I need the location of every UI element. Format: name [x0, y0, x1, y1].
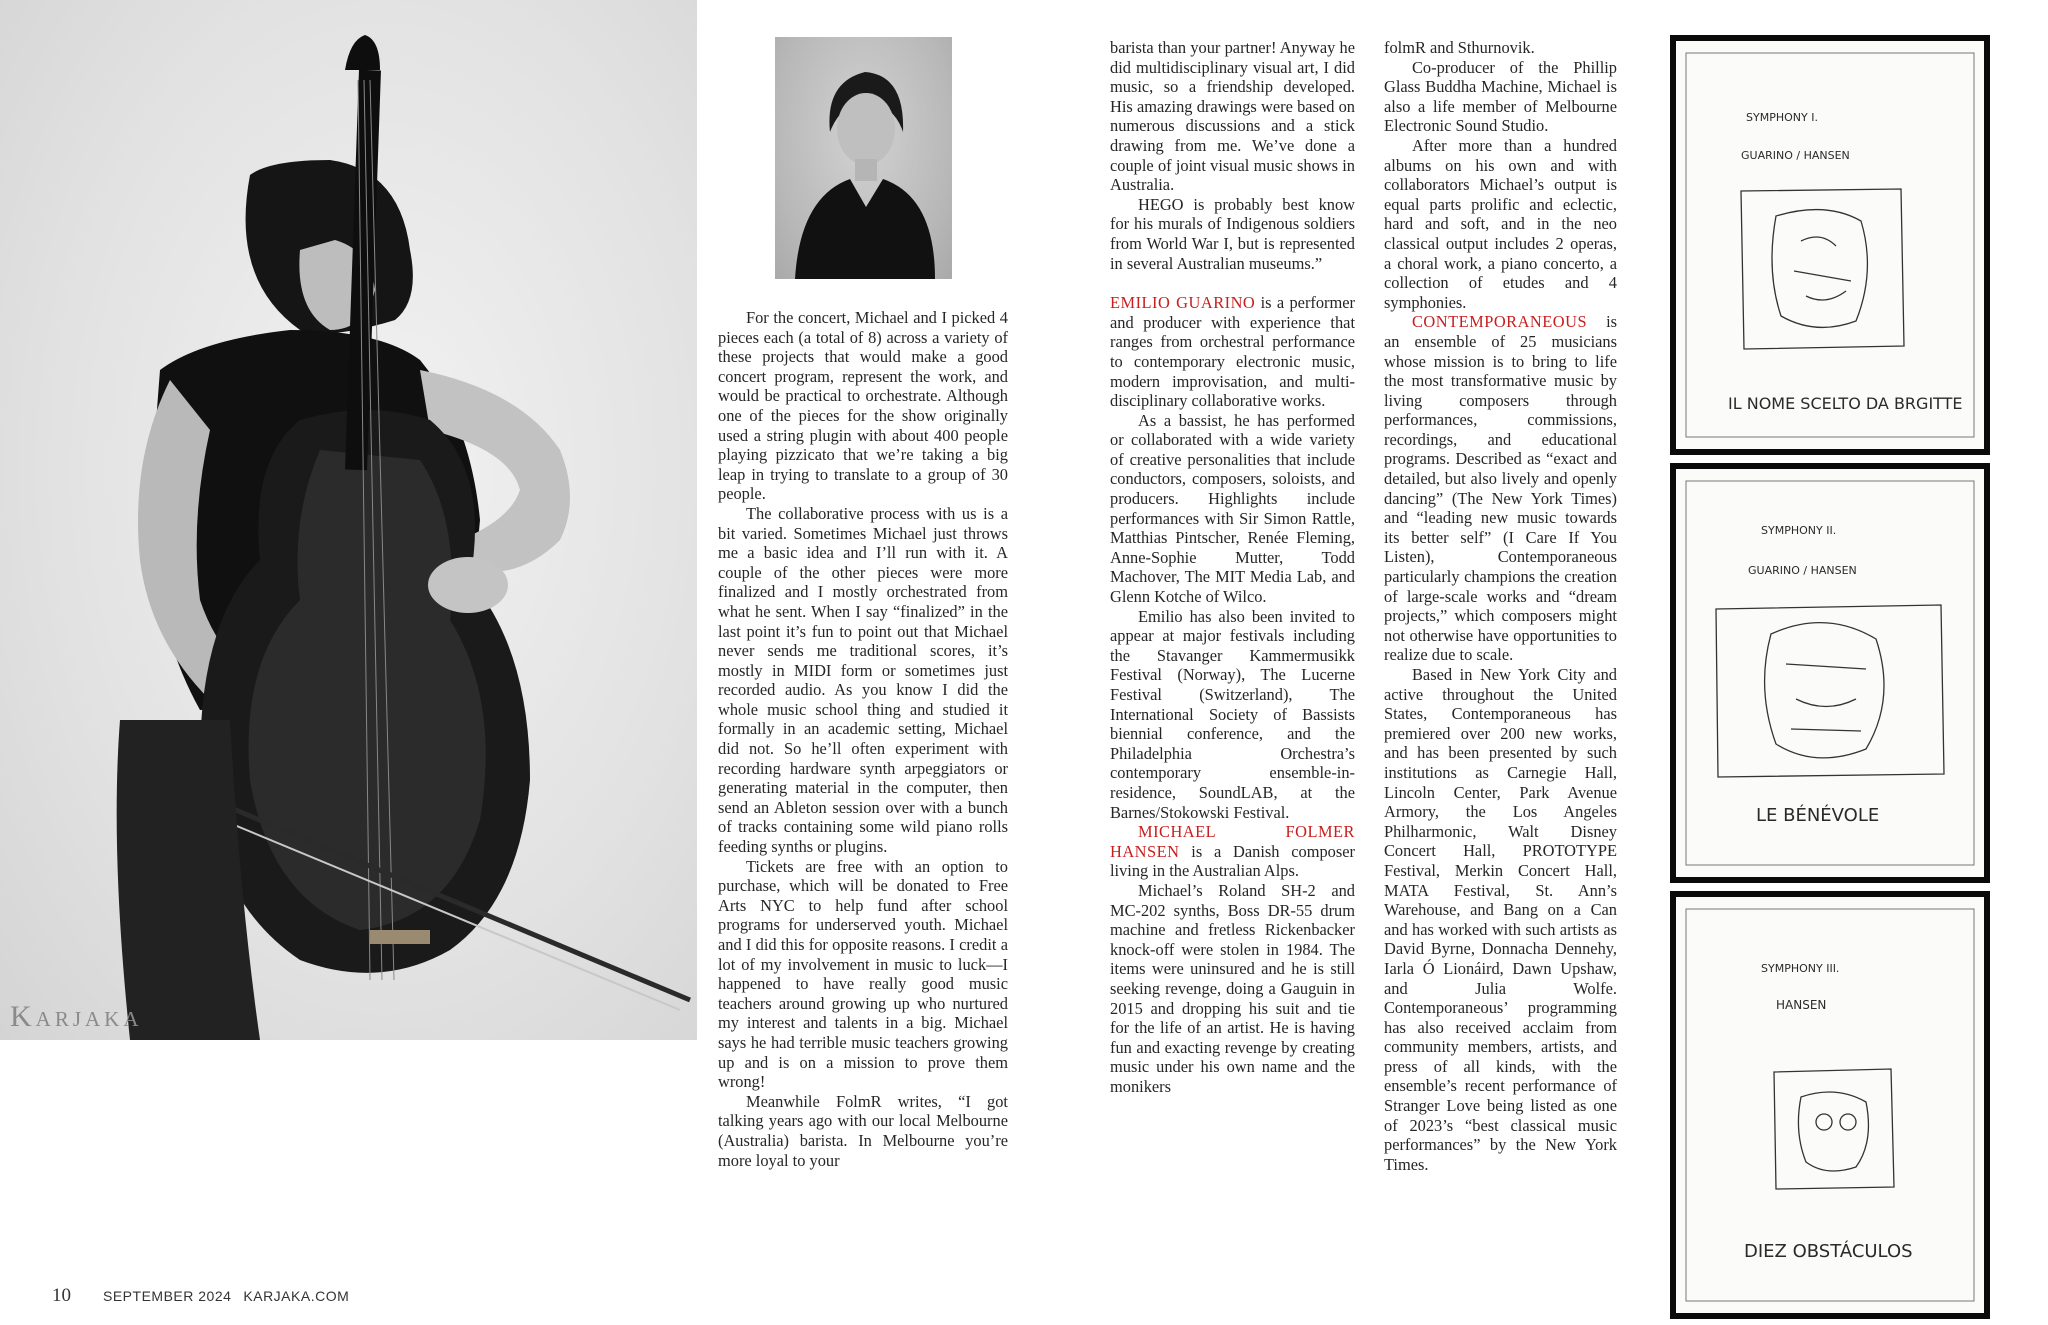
paragraph: As a bassist, he has performed or collaborated with a wide variety of creative personalities that include conductors, composers, soloists, and producers. Highlights include performances with Sir Simon Rattle, Matthias Pintscher, Renée Fleming, Anne-Sophie Mutter, Todd Machover, The MIT Media Lab, and Glenn Kotche of Wilco.: [1110, 410, 1355, 607]
sketch-drawing: [1676, 897, 1984, 1313]
sketch-symphony-3: [1670, 891, 1990, 1319]
page-footer: [52, 1285, 349, 1307]
portrait-doodle-icon: [1774, 1069, 1894, 1189]
cellist-photo: [0, 0, 697, 1040]
paragraph: Michael’s Roland SH-2 and MC-202 synths, Boss DR-55 drum machine and fretless Rickenbacker knock-off were stolen in 1984. The items were uninsured and he is still seeking revenge, doing a Gauguin in 2015 and dropping his suit and tie for the life of an artist. He is having fun and exacting revenge by creating music under his own name and the monikers: [1110, 880, 1355, 1096]
bio-contemporaneous: [1384, 312, 1617, 665]
paragraph: barista than your partner! Anyway he did multidisciplinary visual art, I did music, so a friendship developed. His amazing drawings were based on numerous discussions and a stick drawing from me. We’ve done a couple of joint visual music shows in Australia.: [1110, 38, 1355, 195]
portrait-photo: [775, 37, 952, 279]
sketch-heading: SYMPHONY I.: [1746, 111, 1818, 124]
sketch-title: IL NOME SCELTO DA BRGITTE: [1728, 394, 1963, 413]
article-column-2: [1110, 38, 1355, 1096]
sketch-title: DIEZ OBSTÁCULOS: [1744, 1241, 1913, 1262]
sketch-symphony-1: [1670, 35, 1990, 455]
portrait-illustration: [775, 37, 952, 279]
portrait-doodle-icon: [1716, 605, 1944, 777]
sketch-symphony-2: [1670, 463, 1990, 883]
bio-emilio: [1110, 293, 1355, 411]
sketch-heading: SYMPHONY II.: [1761, 524, 1837, 537]
bio-text: is a performer and producer with experience that ranges from orchestral performance to contemporary electronic music, modern improvisation, and multi-disciplinary collaborative works.: [1110, 293, 1355, 411]
sketch-heading: SYMPHONY III.: [1761, 962, 1840, 975]
photo-watermark: Karjaka: [10, 1000, 143, 1033]
paragraph: Emilio has also been invited to appear at major festivals including the Stavanger Kammermusikk Festival (Norway), The Lucerne Festival (Switzerland), The International Society of Bassists biennial conference, and the Philadelphia Orchestra’s contemporary ensemble-in-residence, SoundLAB, at the Barnes/Stokowski Festival.: [1110, 606, 1355, 822]
sketch-credit: GUARINO / HANSEN: [1748, 564, 1857, 577]
name-contemporaneous: CONTEMPORANEOUS: [1412, 312, 1588, 332]
page-number: 10: [52, 1285, 71, 1306]
sketch-credit: HANSEN: [1776, 998, 1827, 1012]
name-michael: MICHAEL FOLMER HANSEN: [1110, 822, 1355, 861]
paragraph: Co-producer of the Phillip Glass Buddha Machine, Michael is also a life member of Melbourne Electronic Sound Studio.: [1384, 57, 1617, 136]
article-column-1: [718, 308, 1008, 1170]
paragraph: folmR and Sthurnovik.: [1384, 38, 1535, 57]
sketch-credit: GUARINO / HANSEN: [1741, 149, 1850, 162]
name-emilio: EMILIO GUARINO: [1110, 293, 1256, 313]
sketch-drawing: [1676, 41, 1984, 449]
paragraph: For the concert, Michael and I picked 4 pieces each (a total of 8) across a variety of these projects that would make a good concert program, represent the work, and would be practical to orchestrate. Although one of the pieces for the show originally used a string plugin with about 400 people playing pizzicato that we’re taking a big leap in trying to translate to a group of 30 people.: [718, 308, 1008, 504]
bio-michael: [1110, 822, 1355, 881]
portrait-doodle-icon: [1741, 189, 1904, 349]
issue-date: SEPTEMBER 2024: [103, 1288, 232, 1304]
paragraph: Meanwhile FolmR writes, “I got talking years ago with our local Melbourne (Australia) barista. In Melbourne you’re more loyal to your: [718, 1091, 1008, 1170]
bio-text: is a Danish composer living in the Australian Alps.: [1110, 841, 1355, 881]
paragraph: The collaborative process with us is a bit varied. Sometimes Michael just throws me a basic idea and I’ll run with it. A couple of the other pieces were more finalized and I mostly orchestrated from what he sent. When I say “finalized” in the last point it’s fun to point out that Michael never sends me traditional scores, it’s mostly in MIDI form or sometimes just recorded audio. As you know I did the whole music school thing and studied it formally in an academic setting, Michael did not. So he’ll often experiment with recording hardware synth arpeggiators or generating material in the computer, then send an Ableton session over with a bunch of tracks containing some wild piano rolls feeding synths or plugins.: [718, 503, 1008, 857]
cellist-illustration: [0, 0, 697, 1040]
paragraph: After more than a hundred albums on his own and with collaborators Michael’s output is equal parts prolific and eclectic, hard and soft, and in the neo classical output includes 2 operas, a choral work, a piano concerto, a collection of etudes and 4 symphonies.: [1384, 135, 1617, 312]
paragraph: Tickets are free with an option to purchase, which will be donated to Free Arts NYC to help fund after school programs for underserved youth. Michael and I did this for opposite reasons. I credit a lot of my involvement in music to luck—I happened to have really good music teachers around growing up who nurtured my interest and talents in a big. Michael says he had terrible music teachers growing up and is on a mission to prove them wrong!: [718, 856, 1008, 1092]
bio-text: is an ensemble of 25 musicians whose mission is to bring to life the most transformative music by living composers through performances, commissions, recordings, and educational programs. Described as “exact and detailed, but also lively and openly dancing” (The New York Times) and “leading new music towards its better self” (I Care If You Listen), Contemporaneous particularly champions the creation of large-scale works and “dream projects,” which composers might not otherwise have opportunities to realize due to scale.: [1384, 312, 1617, 665]
sketch-title: LE BÉNÉVOLE: [1756, 805, 1880, 826]
paragraph: Based in New York City and active throughout the United States, Contemporaneous has premiered over 200 new works, and has been presented by such institutions as Carnegie Hall, Lincoln Center, Park Avenue Armory, the Los Angeles Philharmonic, Walt Disney Concert Hall, PROTOTYPE Festival, Merkin Concert Hall, MATA Festival, St. Ann’s Warehouse, and Bang on a Can and has worked with such artists as David Byrne, Donnacha Dennehy, Iarla Ó Lionáird, Dawn Upshaw, and Julia Wolfe. Contemporaneous’ programming has also received acclaim from community members, artists, and press of all kinds, with the ensemble’s recent performance of Stranger Love being listed as one of 2023’s “best classical music performances” by the New York Times.: [1384, 665, 1617, 1174]
site-name: KARJAKA.COM: [243, 1288, 350, 1304]
sketch-drawing: [1676, 469, 1984, 877]
paragraph: HEGO is probably best know for his murals of Indigenous soldiers from World War I, but is represented in several Australian museums.”: [1110, 194, 1355, 273]
article-column-3: [1384, 38, 1617, 1174]
